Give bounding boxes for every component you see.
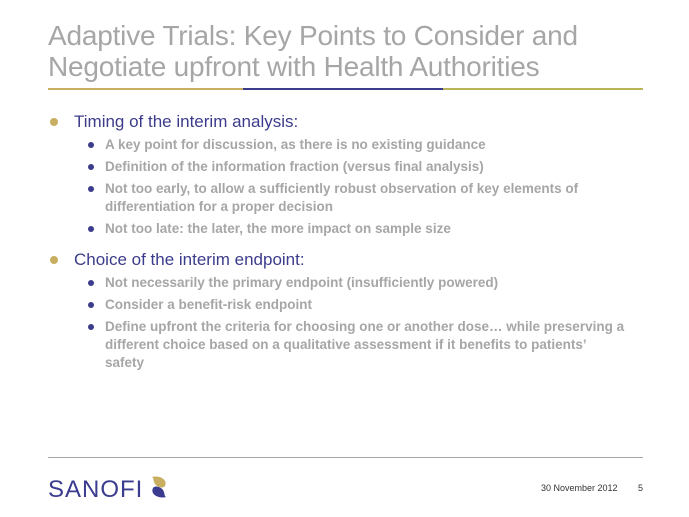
bullet-dot-icon (88, 164, 94, 170)
bullet-text: Definition of the information fraction (versus final analysis) (105, 159, 484, 174)
list-item (88, 158, 648, 176)
bullet-dot-icon (88, 226, 94, 232)
section-endpoint (48, 250, 648, 372)
bullet-dot-icon (88, 142, 94, 148)
bullet-text: Define upfront the criteria for choosing one or another dose… while preserving a different choice based on a qualitative assessment if it benefits to patients’ safety (105, 319, 625, 370)
section-heading: Choice of the interim endpoint: (74, 250, 305, 269)
bullet-text: A key point for discussion, as there is no existing guidance (105, 137, 486, 152)
footer-rule (48, 457, 643, 458)
slide-title-line-1: Adaptive Trials: Key Points to Consider and (48, 20, 578, 51)
sanofi-logo (48, 474, 170, 505)
bullet-text: Consider a benefit-risk endpoint (105, 297, 313, 312)
bullet-text: Not too early, to allow a sufficiently robust observation of key elements of differentiation for a proper decision (105, 181, 579, 214)
list-item (88, 180, 648, 216)
bullet-dot-icon (88, 324, 94, 330)
bullet-dot-icon (88, 280, 94, 286)
slide-title (48, 20, 668, 82)
section-heading-row (48, 250, 648, 270)
list-item (88, 296, 648, 314)
bullet-dot-icon (88, 302, 94, 308)
slide-title-line-2: Negotiate upfront with Health Authorities (48, 51, 540, 82)
title-rule (48, 88, 643, 90)
title-rule-navy-segment (243, 88, 443, 90)
list-item (88, 274, 648, 292)
footer-date: 30 November 2012 (541, 483, 618, 493)
bullet-text: Not too late: the later, the more impact on sample size (105, 221, 451, 236)
bullet-dot-icon (50, 118, 58, 126)
title-rule-gold-segment (48, 88, 243, 90)
bullet-dot-icon (50, 256, 58, 264)
list-item (88, 318, 648, 372)
title-rule-olive-segment (443, 88, 643, 90)
sanofi-swirl-icon (148, 474, 170, 505)
list-item (88, 136, 648, 154)
bullet-dot-icon (88, 186, 94, 192)
list-item (88, 220, 648, 238)
bullet-text: Not necessarily the primary endpoint (insufficiently powered) (105, 275, 499, 290)
section-heading-row (48, 112, 648, 132)
logo-text: SANOFI (48, 475, 144, 503)
slide-body (48, 112, 648, 380)
section-timing (48, 112, 648, 238)
page-number: 5 (638, 483, 644, 493)
section-heading: Timing of the interim analysis: (74, 112, 299, 131)
